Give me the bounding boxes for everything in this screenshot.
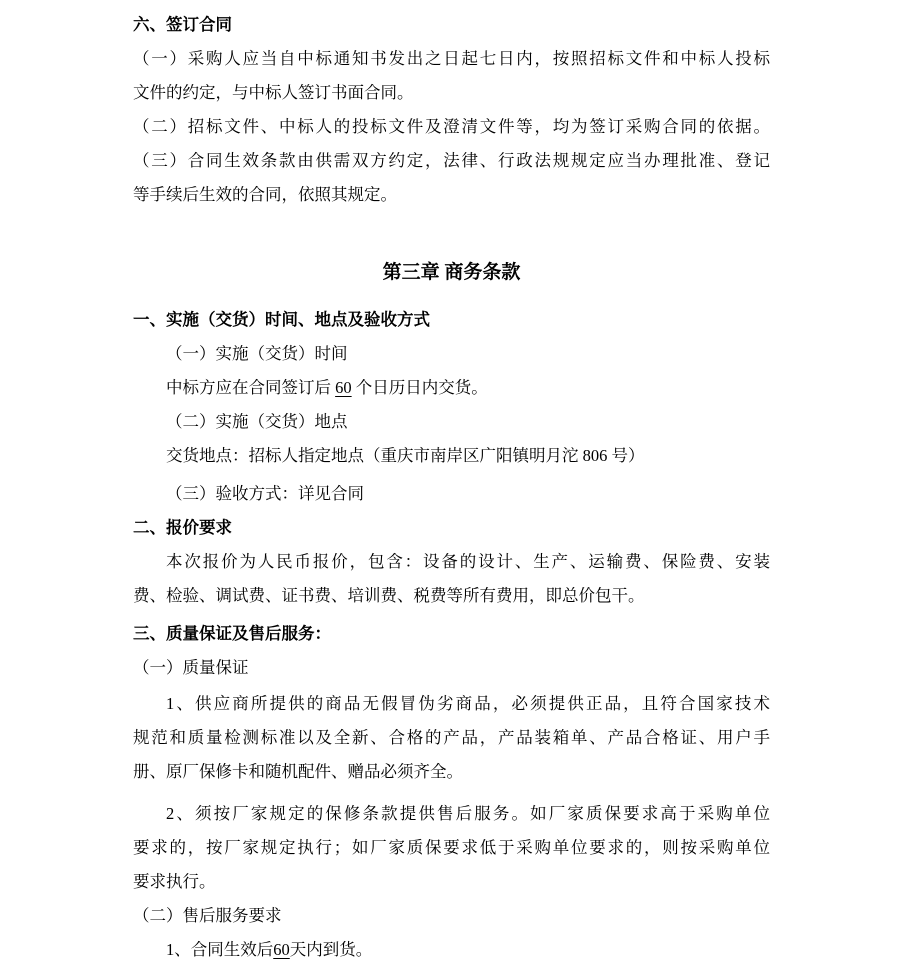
quality-p2-line1: 2、须按厂家规定的保修条款提供售后服务。如厂家质保要求高于采购单位 xyxy=(166,804,770,823)
delivery-time-line xyxy=(133,371,770,405)
heading-delivery: 一、实施（交货）时间、地点及验收方式 xyxy=(133,310,430,329)
quality-p1-line1: 1、供应商所提供的商品无假冒伪劣商品，必须提供正品，且符合国家技术 xyxy=(166,694,770,713)
delivery-time-pre: 中标方应在合同签订后 xyxy=(166,378,336,397)
quality-p3-days-underlined: 60 xyxy=(273,940,290,959)
sign-contract-p2-line1: （二）招标文件、中标人的投标文件及澄清文件等，均为签订采购合同的依据。 xyxy=(133,117,770,136)
quality-p3-line xyxy=(133,933,770,967)
quotation-p1-line1: 本次报价为人民币报价，包含：设备的设计、生产、运输费、保险费、安装 xyxy=(166,552,770,571)
chapter-title: 第三章 商务条款 xyxy=(382,262,521,283)
heading-quality: 三、质量保证及售后服务： xyxy=(133,624,331,643)
quotation-p1-line2: 费、检验、调试费、证书费、培训费、税费等所有费用，即总价包干。 xyxy=(133,586,645,605)
sign-contract-p1-line1: （一）采购人应当自中标通知书发出之日起七日内，按照招标文件和中标人投标 xyxy=(133,49,770,68)
heading-sign-contract: 六、签订合同 xyxy=(133,15,232,34)
heading-quotation: 二、报价要求 xyxy=(133,518,232,537)
delivery-sub2: （二）实施（交货）地点 xyxy=(166,412,348,431)
sign-contract-p3-line2: 等手续后生效的合同，依照其规定。 xyxy=(133,185,397,204)
quality-p3-pre: 1、合同生效后 xyxy=(166,940,274,959)
delivery-sub3: （三）验收方式：详见合同 xyxy=(166,484,364,503)
quality-p1-line2: 规范和质量检测标准以及全新、合格的产品，产品装箱单、产品合格证、用户手 xyxy=(133,728,770,747)
quality-p2-line3: 要求执行。 xyxy=(133,872,216,891)
sign-contract-p1-line2: 文件的约定，与中标人签订书面合同。 xyxy=(133,83,414,102)
quality-p1-line3: 册、原厂保修卡和随机配件、赠品必须齐全。 xyxy=(133,762,463,781)
quality-p3-post: 天内到货。 xyxy=(289,940,373,959)
quality-sub2: （二）售后服务要求 xyxy=(133,906,282,925)
delivery-location: 交货地点：招标人指定地点（重庆市南岸区广阳镇明月沱 806 号） xyxy=(166,446,645,465)
delivery-time-days-underlined: 60 xyxy=(335,378,352,397)
quality-sub1: （一）质量保证 xyxy=(133,658,249,677)
delivery-time-post: 个日历日内交货。 xyxy=(351,378,488,397)
sign-contract-p3-line1: （三）合同生效条款由供需双方约定，法律、行政法规规定应当办理批准、登记 xyxy=(133,151,770,170)
delivery-sub1: （一）实施（交货）时间 xyxy=(166,344,348,363)
quality-p2-line2: 要求的，按厂家规定执行；如厂家质保要求低于采购单位要求的，则按采购单位 xyxy=(133,838,770,857)
